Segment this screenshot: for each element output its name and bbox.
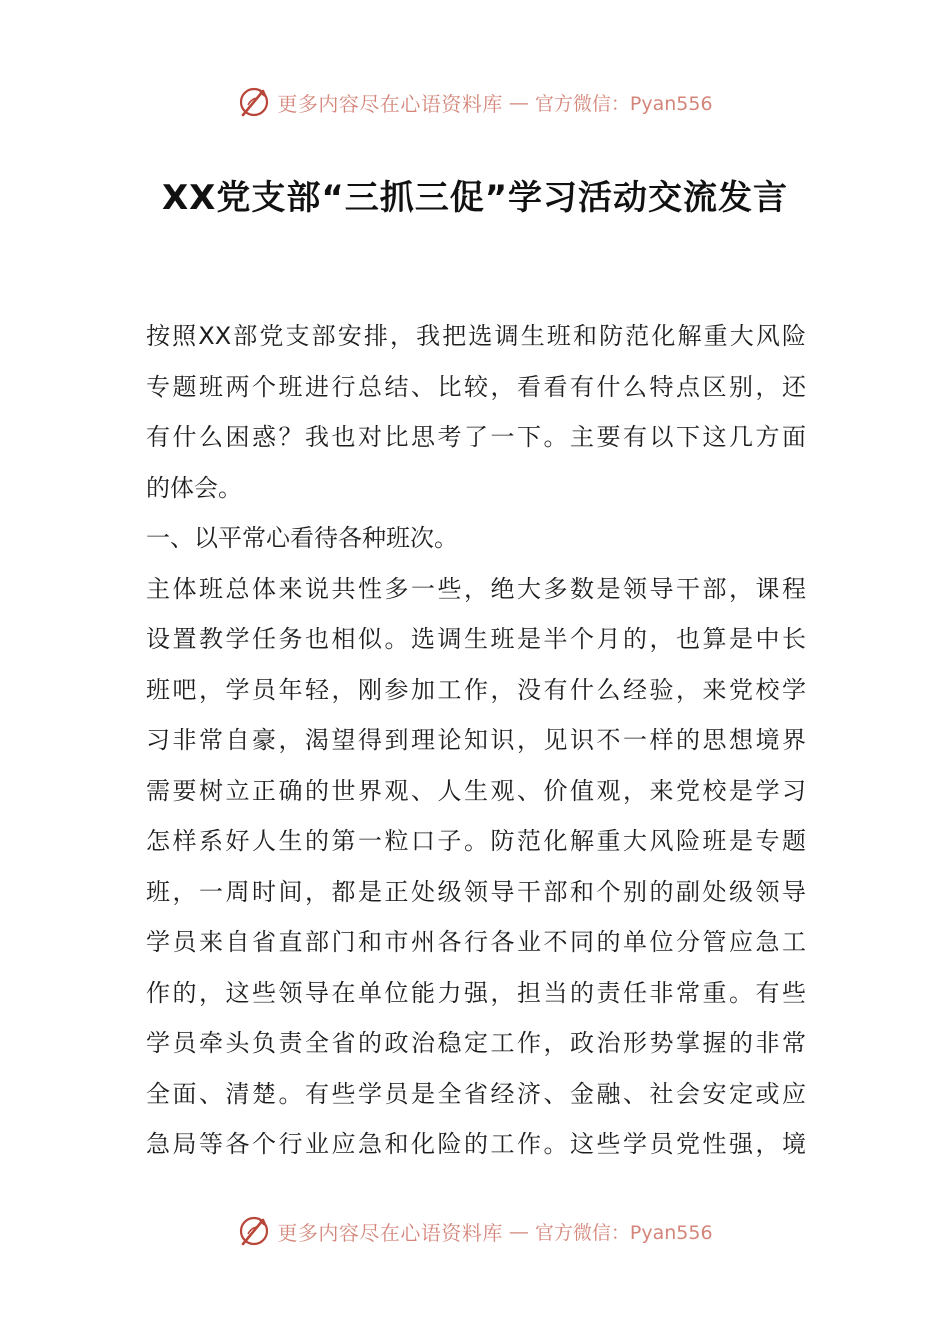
body-line: 作的，这些领导在单位能力强，担当的责任非常重。有些 [146,978,806,1007]
body-line: 有什么困惑？我也对比思考了一下。主要有以下这几方面 [146,423,806,451]
body-line: 习非常自豪，渴望得到理论知识，见识不一样的思想境界 [146,726,806,754]
banner-wechat-text: 官方微信：Pyan556 [534,1221,713,1244]
banner-site-text: 更多内容尽在心语资料库 [277,91,503,116]
quill-pen-seal-icon [237,1214,271,1248]
body-line: 设置教学任务也相似。选调生班是半个月的，也算是中长 [146,625,806,653]
header-banner [0,82,950,122]
section-heading: 一、以平常心看待各种班次。 [146,524,458,552]
body-line: 主体班总体来说共性多一些，绝大多数是领导干部，课程 [146,574,806,603]
body-line: 急局等各个行业应急和化险的工作。这些学员党性强，境 [146,1130,806,1158]
body-line: 专题班两个班进行总结、比较，看看有什么特点区别，还 [146,372,806,401]
document-body [146,311,806,1170]
body-line: 学员来自省直部门和市州各行各业不同的单位分管应急工 [146,928,806,956]
banner-wechat-text: 官方微信：Pyan556 [534,92,713,115]
document-title: XX党支部“三抓三促”学习活动交流发言 [161,178,789,218]
footer-banner [0,1211,950,1251]
body-line: 的体会。 [146,473,242,502]
body-line: 按照XX部党支部安排，我把选调生班和防范化解重大风险 [146,322,806,350]
body-line: 全面、清楚。有些学员是全省经济、金融、社会安定或应 [146,1079,806,1108]
body-line: 学员牵头负责全省的政治稳定工作，政治形势掌握的非常 [146,1029,806,1057]
body-line: 班，一周时间，都是正处级领导干部和个别的副处级领导 [146,877,806,906]
body-line: 怎样系好人生的第一粒口子。防范化解重大风险班是专题 [146,827,806,855]
banner-separator: — [508,90,529,114]
banner-site-text: 更多内容尽在心语资料库 [277,1220,503,1245]
body-line: 班吧，学员年轻，刚参加工作，没有什么经验，来党校学 [146,675,806,704]
quill-pen-seal-icon [237,85,271,119]
banner-separator: — [508,1219,529,1243]
body-line: 需要树立正确的世界观、人生观、价值观，来党校是学习 [146,776,806,805]
